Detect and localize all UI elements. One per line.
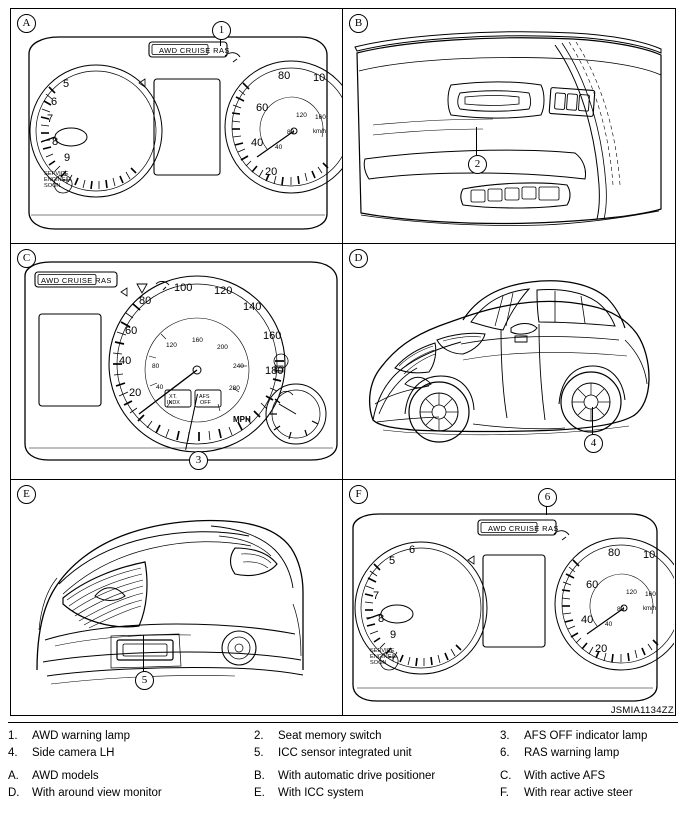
svg-text:7: 7 bbox=[47, 113, 54, 125]
panel-e bbox=[11, 480, 343, 715]
svg-text:9: 9 bbox=[390, 628, 397, 641]
callout-6: 6 bbox=[538, 488, 557, 507]
svg-text:SERVICE: SERVICE bbox=[370, 647, 395, 654]
svg-text:160: 160 bbox=[645, 590, 656, 598]
svg-text:SOON: SOON bbox=[370, 659, 387, 666]
legend-text: ICC sensor integrated unit bbox=[278, 747, 412, 759]
legend-text: AWD models bbox=[32, 770, 99, 782]
svg-text:180: 180 bbox=[265, 365, 284, 378]
legend bbox=[8, 730, 678, 799]
svg-text:120: 120 bbox=[626, 588, 637, 596]
svg-text:6: 6 bbox=[409, 543, 416, 556]
panel-letter-a: A bbox=[17, 14, 36, 33]
legend-key: 6. bbox=[500, 747, 510, 759]
panel-letter-c: C bbox=[17, 249, 36, 268]
legend-key: B. bbox=[254, 770, 265, 782]
legend-text: RAS warning lamp bbox=[524, 747, 620, 759]
legend-key: E. bbox=[254, 787, 265, 799]
svg-text:ENGINE: ENGINE bbox=[370, 653, 392, 660]
panel-b bbox=[343, 9, 675, 244]
panel-d-artwork bbox=[343, 244, 674, 479]
legend-item-f bbox=[500, 787, 678, 799]
panel-e-artwork bbox=[11, 480, 343, 715]
legend-text: With automatic drive positioner bbox=[278, 770, 436, 782]
legend-key: 2. bbox=[254, 730, 264, 742]
legend-text: Seat memory switch bbox=[278, 730, 382, 742]
legend-text: AWD warning lamp bbox=[32, 730, 130, 742]
legend-text: With around view monitor bbox=[32, 787, 162, 799]
legend-text: AFS OFF indicator lamp bbox=[524, 730, 648, 742]
legend-row-spacer bbox=[8, 764, 678, 765]
svg-text:120: 120 bbox=[296, 112, 307, 119]
legend-item-b bbox=[254, 770, 500, 782]
svg-text:40: 40 bbox=[275, 144, 283, 151]
svg-text:9: 9 bbox=[64, 152, 71, 164]
svg-text:ENGINE: ENGINE bbox=[44, 177, 66, 183]
svg-text:160: 160 bbox=[192, 337, 203, 345]
svg-text:AWD CRUISE RAS: AWD CRUISE RAS bbox=[488, 523, 559, 533]
svg-text:60: 60 bbox=[586, 578, 599, 591]
panel-letter-b: B bbox=[349, 14, 368, 33]
legend-key: D. bbox=[8, 787, 20, 799]
svg-text:5: 5 bbox=[389, 554, 396, 567]
svg-text:40: 40 bbox=[156, 384, 164, 392]
svg-text:280: 280 bbox=[229, 385, 240, 393]
svg-text:km/h: km/h bbox=[313, 129, 327, 135]
svg-text:80: 80 bbox=[287, 129, 295, 136]
legend-item-c bbox=[500, 770, 678, 782]
legend-text: With rear active steer bbox=[524, 787, 633, 799]
legend-key: C. bbox=[500, 770, 512, 782]
svg-text:20: 20 bbox=[129, 387, 142, 400]
svg-text:XT.: XT. bbox=[169, 394, 177, 401]
legend-text: With active AFS bbox=[524, 770, 606, 782]
legend-key: F. bbox=[500, 787, 509, 799]
legend-item-1 bbox=[8, 730, 254, 742]
panel-c-artwork bbox=[11, 244, 343, 479]
panel-f-artwork bbox=[343, 480, 674, 715]
callout-5: 5 bbox=[135, 671, 154, 690]
panel-b-artwork bbox=[343, 9, 674, 244]
legend-item-2 bbox=[254, 730, 500, 742]
svg-text:100: 100 bbox=[174, 282, 193, 295]
callout-3: 3 bbox=[189, 451, 208, 470]
svg-text:80: 80 bbox=[278, 70, 291, 82]
panel-grid bbox=[10, 8, 676, 716]
svg-text:SOON: SOON bbox=[44, 183, 61, 189]
callout-1: 1 bbox=[212, 21, 231, 40]
panel-letter-f: F bbox=[349, 485, 368, 504]
svg-text:80: 80 bbox=[617, 605, 625, 613]
callout-2: 2 bbox=[468, 155, 487, 174]
leader-line-5 bbox=[143, 635, 144, 671]
legend-key: 4. bbox=[8, 747, 18, 759]
svg-text:AFS: AFS bbox=[199, 394, 210, 401]
svg-text:AWD CRUISE RAS: AWD CRUISE RAS bbox=[41, 276, 112, 286]
svg-text:7: 7 bbox=[373, 589, 380, 602]
svg-text:10: 10 bbox=[643, 548, 656, 561]
svg-text:140: 140 bbox=[243, 301, 262, 314]
legend-item-d bbox=[8, 787, 254, 799]
svg-text:40: 40 bbox=[581, 613, 594, 626]
legend-key: 1. bbox=[8, 730, 18, 742]
legend-divider bbox=[8, 722, 678, 723]
legend-text: Side camera LH bbox=[32, 747, 115, 759]
svg-text:10: 10 bbox=[313, 72, 326, 84]
svg-text:OFF: OFF bbox=[200, 400, 211, 407]
legend-text: With ICC system bbox=[278, 787, 364, 799]
svg-text:SERVICE: SERVICE bbox=[44, 171, 69, 177]
svg-text:40: 40 bbox=[119, 355, 132, 368]
panel-f bbox=[343, 480, 675, 715]
svg-text:80: 80 bbox=[139, 295, 152, 308]
svg-text:AWD CRUISE RAS: AWD CRUISE RAS bbox=[159, 46, 230, 55]
svg-text:60: 60 bbox=[125, 325, 138, 338]
svg-text:20: 20 bbox=[265, 166, 278, 178]
panel-d bbox=[343, 244, 675, 479]
svg-text:40: 40 bbox=[605, 620, 613, 628]
legend-item-6 bbox=[500, 747, 678, 759]
svg-text:MPH: MPH bbox=[233, 415, 251, 425]
svg-text:120: 120 bbox=[166, 342, 177, 350]
svg-text:80: 80 bbox=[608, 546, 621, 559]
svg-text:20: 20 bbox=[595, 642, 608, 655]
callout-4: 4 bbox=[584, 434, 603, 453]
legend-key: A. bbox=[8, 770, 19, 782]
legend-key: 5. bbox=[254, 747, 264, 759]
svg-text:60: 60 bbox=[256, 102, 269, 114]
drawing-code: JSMIA1134ZZ bbox=[610, 705, 674, 716]
svg-text:120: 120 bbox=[214, 285, 233, 298]
svg-text:40: 40 bbox=[251, 137, 264, 149]
svg-text:8: 8 bbox=[378, 612, 385, 625]
panel-a bbox=[11, 9, 343, 244]
legend-item-4 bbox=[8, 747, 254, 759]
panel-c bbox=[11, 244, 343, 479]
leader-line-4 bbox=[592, 407, 593, 434]
svg-text:80: 80 bbox=[152, 363, 160, 371]
panel-letter-e: E bbox=[17, 485, 36, 504]
svg-text:8: 8 bbox=[52, 136, 59, 148]
legend-key: 3. bbox=[500, 730, 510, 742]
svg-text:6: 6 bbox=[51, 96, 58, 108]
svg-text:160: 160 bbox=[263, 330, 282, 343]
panel-letter-d: D bbox=[349, 249, 368, 268]
leader-line-2 bbox=[476, 127, 477, 155]
svg-text:km/h: km/h bbox=[643, 605, 657, 612]
legend-item-e bbox=[254, 787, 500, 799]
svg-text:INDX: INDX bbox=[167, 400, 180, 407]
legend-item-5 bbox=[254, 747, 500, 759]
panel-a-artwork bbox=[11, 9, 343, 244]
svg-text:5: 5 bbox=[63, 78, 70, 90]
svg-text:240: 240 bbox=[233, 363, 244, 371]
svg-text:160: 160 bbox=[315, 114, 326, 121]
legend-item-a bbox=[8, 770, 254, 782]
svg-text:200: 200 bbox=[217, 344, 228, 352]
legend-item-3 bbox=[500, 730, 678, 742]
